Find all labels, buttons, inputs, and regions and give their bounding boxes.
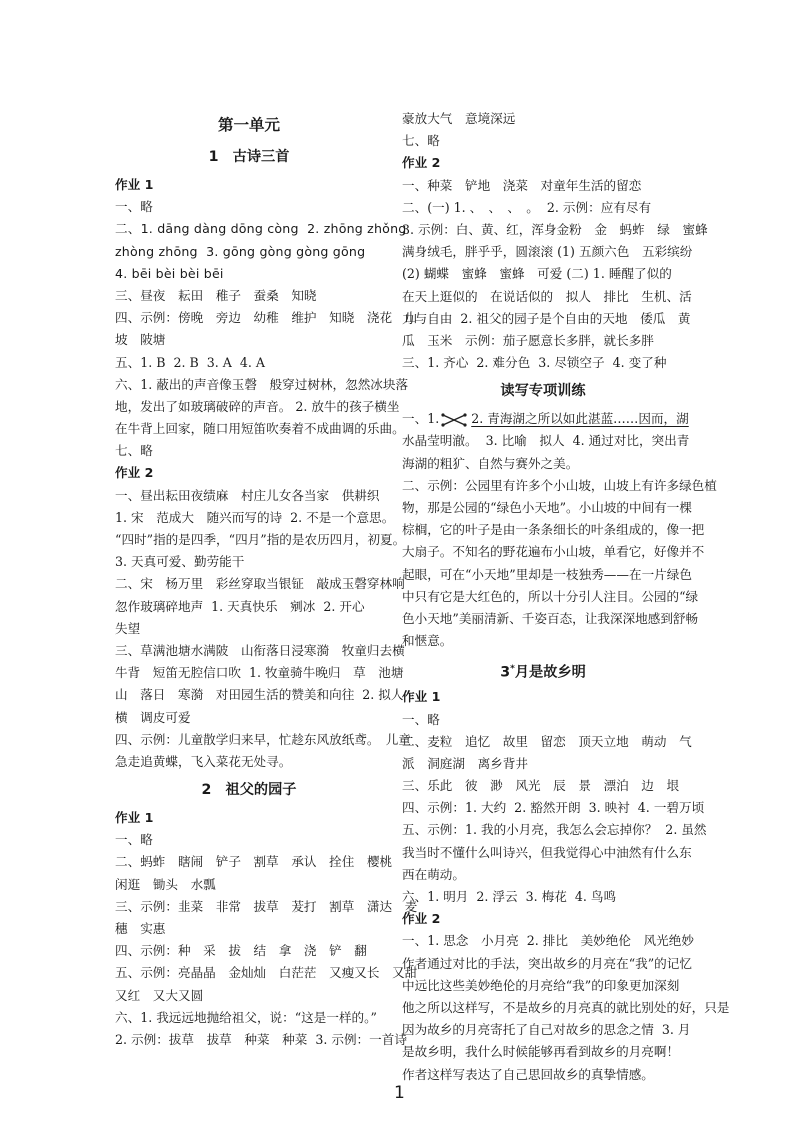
answer-line: 棕榈，它的叶子是由一条条细长的叶条组成的，像一把 xyxy=(402,522,705,538)
left-column xyxy=(115,106,418,1051)
answer-line: 二、蚂蚱 瞎闹 铲子 割草 承认 拴住 樱桃 xyxy=(115,854,393,870)
answer-line: 五、1. B 2. B 3. A 4. A xyxy=(115,354,265,370)
lesson-3-number: 3 xyxy=(500,665,511,682)
answer-line: 满身绒毛，胖乎乎，圆滚滚 (1) 五颜六色 五彩缤纷 xyxy=(402,244,693,260)
answer-line: zhòng zhōng 3. gōng gòng gòng gōng xyxy=(115,243,366,259)
lesson-2-title: 2 祖父的园子 xyxy=(201,782,297,799)
answer-line: 七、略 xyxy=(115,443,153,459)
answer-line: 力与自由 2. 祖父的园子是个自由的天地 倭瓜 黄 xyxy=(402,310,691,326)
answer-line: 派 洞庭湖 离乡背井 xyxy=(402,755,528,771)
lesson-1-homework-2-answers xyxy=(115,485,411,773)
lesson-3-homework-2-answers xyxy=(402,930,730,1085)
lesson-3-title xyxy=(402,654,684,684)
answer-line: 作者这样写表达了自己思回故乡的真挚情感。 xyxy=(402,1066,654,1082)
answer-line: 一、略 xyxy=(115,832,153,848)
lesson-1-homework-2-label: 作业 2 xyxy=(115,465,154,481)
lesson-3-name: 月是故乡明 xyxy=(514,665,586,682)
answer-line: 在天上逛似的 在说话似的 拟人 排比 生机、活 xyxy=(402,288,692,304)
page-number: 1 xyxy=(394,1083,405,1103)
answer-prefix: 一、1. xyxy=(402,411,440,427)
reading-writing-title: 读写专项训练 xyxy=(500,383,586,400)
answer-line: 2. 示例：拔草 拔草 种菜 种菜 3. 示例：一首诗 xyxy=(115,1031,407,1047)
answer-line: 三、1. 齐心 2. 难分色 3. 尽锁空子 4. 变了种 xyxy=(402,355,667,371)
answer-line: 3. 示例：白、黄、红，浑身金粉 金 蚂蚱 绿 蜜蜂 xyxy=(402,221,708,237)
answer-line: 穗 实惠 xyxy=(115,921,166,936)
answer-line: “四时”指的是四季，“四月”指的是农历四月，初夏。 xyxy=(115,532,406,547)
lesson-3-mark: * xyxy=(510,664,515,675)
answer-line: 海湖的粗犷、自然与赛外之美。 xyxy=(402,455,579,471)
answer-line: 失望 xyxy=(115,620,141,636)
reading-writing-answers xyxy=(402,408,717,652)
answer-line: 大扇子。不知名的野花遍布小山坡，单看它，好像并不 xyxy=(402,544,705,560)
answer-line: 3. 天真可爱、勤劳能干 xyxy=(115,554,245,570)
answer-line: 六、1. 我远远地抛给祖父，说：“这是一样的。” xyxy=(115,1009,377,1025)
answer-line: 因为故乡的月亮寄托了自己对故乡的思念之情 3. 月 xyxy=(402,1022,691,1038)
lesson-1-title: 1 古诗三首 xyxy=(208,149,290,165)
answer-line: 四、示例：傍晚 旁边 幼稚 维护 知晓 浇花 山 xyxy=(115,310,418,326)
answer-line: 忽作玻璃碎地声 1. 天真快乐 剜冰 2. 开心 xyxy=(115,598,365,614)
answer-line: 起眼，可在“小天地”里却是一枝独秀——在一片绿色 xyxy=(402,566,692,582)
answer-line: 坡 陂塘 xyxy=(115,332,166,348)
answer-text: 2. 青海湖之所以如此湛蓝……因而，湖 xyxy=(471,411,689,427)
answer-line: 一、略 xyxy=(115,199,153,215)
answer-line: 和惬意。 xyxy=(402,633,453,649)
answer-line: 是故乡明，我什么时候能够再看到故乡的月亮啊！ xyxy=(402,1044,680,1060)
answer-line: 他之所以这样写，不是故乡的月亮真的就比别处的好，只是 xyxy=(402,999,730,1015)
answer-line: 二、示例：公园里有许多个小山坡，山坡上有许多绿色植 xyxy=(402,477,717,493)
answer-line: 四、示例：种 采 拔 结 拿 浇 铲 翻 xyxy=(115,943,367,959)
answer-line: 四、示例：儿童散学归来早，忙趁东风放纸鸢。 儿童 xyxy=(115,731,411,747)
lesson-1-homework-1-answers xyxy=(115,196,418,462)
answer-line: 六、1. 明月 2. 浮云 3. 梅花 4. 鸟鸣 xyxy=(402,889,617,904)
answer-line: 二、(一) 1. 、 、 、 。 2. 示例：应有尽有 xyxy=(402,199,652,215)
answer-line: 瓜 玉米 示例：茄子愿意长多胖，就长多胖 xyxy=(402,332,654,348)
answer-line: 四、示例：1. 大约 2. 豁然开朗 3. 映衬 4. 一碧万顷 xyxy=(402,800,705,816)
unit-title: 第一单元 xyxy=(217,116,280,134)
answer-line: 一、1. 思念 小月亮 2. 排比 美妙绝伦 风光绝妙 xyxy=(402,933,694,949)
answer-line: 三、示例：韭菜 非常 拔草 茇打 割草 潇达 麦 xyxy=(115,898,418,914)
lesson-3-homework-1-answers xyxy=(402,709,707,909)
answer-line: 一、昼出耘田夜绩麻 村庄儿女各当家 供耕织 xyxy=(115,487,380,503)
lesson-2-homework-2-label: 作业 2 xyxy=(402,155,441,171)
answer-line: 七、略 xyxy=(402,133,440,149)
lesson-2-homework-1-answers xyxy=(115,829,418,1051)
answer-line: 西在萌动。 xyxy=(402,866,465,882)
matching-lines-icon xyxy=(441,413,467,427)
answer-line: 三、草满池塘水满陂 山衔落日浸寒漪 牧童归去横 xyxy=(115,642,405,658)
answer-line: 横 调皮可爱 xyxy=(115,709,191,725)
answer-line: 六、1. 蔽出的声音像玉磬 般穿过树林，忽然冰块落 xyxy=(115,376,409,392)
answer-line xyxy=(402,408,689,430)
right-column xyxy=(402,108,730,1086)
answer-line: 又红 又大又圆 xyxy=(115,987,204,1003)
answer-line: 五、示例：亮晶晶 金灿灿 白茫茫 又瘦又长 又甜 xyxy=(115,965,418,981)
answer-line: 一、略 xyxy=(402,711,440,727)
answer-line: 急走追黄蝶，飞入菜花无处寻。 xyxy=(115,753,292,769)
answer-line: 4. bēi bèi bèi bēi xyxy=(115,265,224,281)
answer-line: 山 落日 寒漪 对田园生活的赞美和向往 2. 拟人 xyxy=(115,687,404,703)
answer-line: 二、宋 杨万里 彩丝穿取当银钲 敲成玉磬穿林响 xyxy=(115,576,405,592)
lesson-1-homework-1-label: 作业 1 xyxy=(115,177,154,192)
answer-line: 作者通过对比的手法，突出故乡的月亮在“我”的记忆 xyxy=(402,955,692,971)
answer-line: 五、示例：1. 我的小月亮，我怎么会忘掉你？ 2. 虽然 xyxy=(402,822,707,838)
answer-line: 中远比这些美妙绝伦的月亮给“我”的印象更加深刻 xyxy=(402,977,680,993)
lesson-2-homework-2-answers xyxy=(402,175,708,375)
answer-line: 一、种菜 铲地 浇菜 对童年生活的留恋 xyxy=(402,177,642,193)
answer-line: 二、1. dāng dàng dōng còng 2. zhōng zhǒng xyxy=(115,221,407,237)
answer-line: 牛背 短笛无腔信口吹 1. 牧童骑牛晚归 草 池塘 xyxy=(115,665,404,681)
answer-line: 闲逛 锄头 水瓢 xyxy=(115,876,216,892)
answer-line: 地，发出了如玻璃破碎的声音。 2. 放牛的孩子横坐 xyxy=(115,398,400,414)
answer-line: 色小天地”美丽清新、千姿百态，让我深深地感到舒畅 xyxy=(402,610,699,626)
answer-line: 水晶莹明澈。 3. 比喻 拟人 4. 通过对比，突出青 xyxy=(402,433,690,449)
answer-line: 二、麦粒 追忆 故里 留恋 顶天立地 萌动 气 xyxy=(402,733,692,749)
answer-line: 我当时不懂什么叫诗兴，但我觉得心中油然有什么东 xyxy=(402,844,692,860)
answer-line: 三、乐此 彼 渺 风光 辰 景 漂泊 边 垠 xyxy=(402,778,680,794)
answer-line: 中只有它是大红色的，所以十分引人注目。公园的“绿 xyxy=(402,588,699,604)
answer-line: 豪放大气 意境深远 xyxy=(402,111,516,126)
lesson-3-homework-1-label: 作业 1 xyxy=(402,689,441,705)
lesson-3-homework-2-label: 作业 2 xyxy=(402,911,441,927)
answer-line: 在牛背上回家，随口用短笛吹奏着不成曲调的乐曲。 xyxy=(115,421,405,437)
answer-line: 三、昼夜 耘田 稚子 蚕桑 知晓 xyxy=(115,287,317,303)
answer-line: 物，那是公园的“绿色小天地”。小山坡的中间有一棵 xyxy=(402,500,692,515)
lesson-2-homework-1-label: 作业 1 xyxy=(115,810,154,826)
answer-line: (2) 蝴蝶 蜜蜂 蜜蜂 可爱 (二) 1. 睡醒了似的 xyxy=(402,266,672,282)
answer-line: 1. 宋 范成大 随兴而写的诗 2. 不是一个意思。 xyxy=(115,509,395,525)
